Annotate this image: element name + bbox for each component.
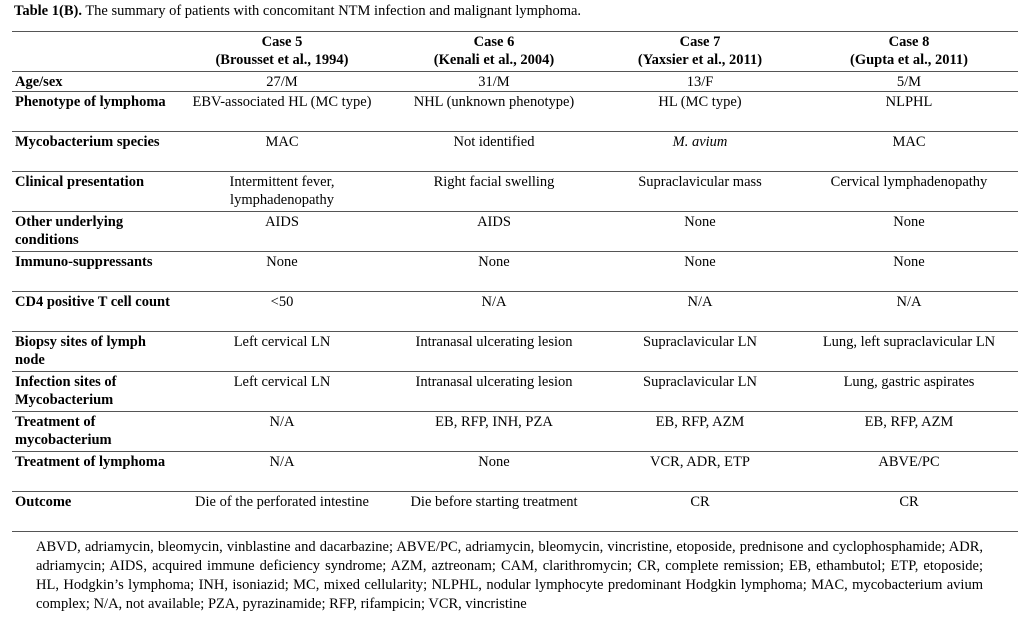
table-cell: Intermittent fever, lymphadenopathy — [229, 174, 335, 208]
table-cell: Not identified — [453, 134, 535, 150]
column-reference: (Gupta et al., 2011) — [849, 52, 968, 68]
column-title: Case 7 — [679, 34, 721, 50]
table-caption — [14, 3, 581, 20]
table-row-phenotype — [12, 92, 1018, 132]
table-cell: None — [478, 454, 510, 470]
table-cell: MAC — [892, 134, 926, 150]
table-cell: HL (MC type) — [658, 94, 742, 110]
table-cell: Right facial swelling — [433, 174, 555, 190]
row-label: Infection sites of Mycobacterium — [15, 374, 117, 408]
summary-table — [12, 31, 1018, 532]
table-cell: None — [266, 254, 298, 270]
table-row-underlying-conditions — [12, 212, 1018, 252]
table-cell: None — [893, 254, 925, 270]
table-cell: 5/M — [896, 74, 922, 90]
row-label: Mycobacterium species — [15, 134, 160, 150]
table-cell: Die of the perforated intestine — [195, 494, 369, 510]
column-reference: (Yaxsier et al., 2011) — [637, 52, 763, 68]
table-row-treatment-lymphoma — [12, 452, 1018, 492]
table-row-infection-sites — [12, 372, 1018, 412]
table-cell: AIDS — [265, 214, 299, 230]
column-title: Case 5 — [261, 34, 303, 50]
table-cell: NLPHL — [885, 94, 933, 110]
table-cell: Left cervical LN — [233, 374, 331, 390]
table-cell: Die before starting treatment — [410, 494, 578, 510]
table-cell: N/A — [269, 454, 295, 470]
table-cell: 27/M — [266, 74, 298, 90]
column-header-case-7 — [600, 32, 800, 72]
table-cell: EBV-associated HL (MC type) — [192, 94, 372, 110]
table-row-immunosuppressants — [12, 252, 1018, 292]
column-header-case-5 — [176, 32, 388, 72]
row-label: Other underlying conditions — [15, 214, 124, 248]
table-cell: N/A — [687, 294, 713, 310]
table-cell: Intranasal ulcerating lesion — [415, 334, 573, 350]
table-cell: <50 — [270, 294, 294, 310]
table-cell: MAC — [265, 134, 299, 150]
table-cell: Supraclavicular LN — [643, 374, 757, 390]
table-caption-text: The summary of patients with concomitant NTM infection and malignant lymphoma. — [81, 3, 582, 19]
row-label: CD4 positive T cell count — [15, 294, 170, 310]
table-cell: N/A — [896, 294, 922, 310]
table-cell: 31/M — [478, 74, 510, 90]
table-cell: Left cervical LN — [233, 334, 331, 350]
table-cell: AIDS — [477, 214, 511, 230]
table-cell: 13/F — [686, 74, 714, 90]
column-title: Case 8 — [888, 34, 930, 50]
row-label: Immuno-suppressants — [15, 254, 153, 270]
table-row-outcome — [12, 492, 1018, 532]
row-label: Treatment of lymphoma — [15, 454, 166, 470]
table-row-biopsy-sites — [12, 332, 1018, 372]
table-caption-label: Table 1(B). — [14, 3, 82, 19]
table-cell: Lung, gastric aspirates — [843, 374, 975, 390]
table-cell: None — [684, 254, 716, 270]
table-cell: EB, RFP, AZM — [864, 414, 954, 430]
header-blank — [12, 32, 176, 72]
column-reference: (Kenali et al., 2004) — [433, 52, 555, 68]
table-cell: Cervical lymphadenopathy — [830, 174, 988, 190]
row-label: Outcome — [15, 494, 72, 510]
table-cell: Supraclavicular LN — [643, 334, 757, 350]
column-header-case-8 — [800, 32, 1018, 72]
row-label: Age/sex — [15, 74, 63, 90]
column-reference: (Brousset et al., 1994) — [215, 52, 349, 68]
table-cell: CR — [690, 494, 710, 510]
table-cell: EB, RFP, AZM — [655, 414, 745, 430]
row-label: Biopsy sites of lymph node — [15, 334, 146, 368]
table-cell: Lung, left supraclavicular LN — [822, 334, 996, 350]
row-label: Phenotype of lymphoma — [15, 94, 166, 110]
row-label: Clinical presentation — [15, 174, 145, 190]
table-cell: None — [893, 214, 925, 230]
table-cell: NHL (unknown phenotype) — [413, 94, 575, 110]
table-cell: VCR, ADR, ETP — [650, 454, 750, 470]
table-cell: Intranasal ulcerating lesion — [415, 374, 573, 390]
table-cell: M. avium — [672, 134, 728, 150]
table-header-row — [12, 32, 1018, 72]
table-row-mycobacterium-species — [12, 132, 1018, 172]
abbreviations-footnote: ABVD, adriamycin, bleomycin, vinblastine and dacarbazine; ABVE/PC, adriamycin, bleomycin, vincristine, etoposide, prednisone and cyclophosphamide; ADR, adriamycin; AIDS, acquired immune deficiency syndrome; AZM, aztreonam; CAM, clarithromycin; CR, complete remission; EB, ethambutol; ETP, etoposide; HL, Hodgkin’s lymphoma; INH, isoniazid; MC, mixed cellularity; NLPHL, nodular lymphocyte predominant Hodgkin lymphoma; MAC, mycobacterium avium complex; N/A, not available; PZA, pyrazinamide; RFP, rifampicin; VCR, vincristine — [36, 539, 983, 612]
table-cell: N/A — [269, 414, 295, 430]
table-cell: Supraclavicular mass — [638, 174, 762, 190]
table-cell: CR — [899, 494, 919, 510]
table-cell: None — [478, 254, 510, 270]
table-cell: ABVE/PC — [878, 454, 940, 470]
table-cell: EB, RFP, INH, PZA — [435, 414, 553, 430]
table-row-clinical-presentation — [12, 172, 1018, 212]
column-header-case-6 — [388, 32, 600, 72]
table-row-age-sex — [12, 72, 1018, 92]
table-row-cd4-count — [12, 292, 1018, 332]
column-title: Case 6 — [473, 34, 515, 50]
table-row-treatment-mycobacterium — [12, 412, 1018, 452]
table-cell: N/A — [481, 294, 507, 310]
table-cell: None — [684, 214, 716, 230]
row-label: Treatment of mycobacterium — [15, 414, 112, 448]
